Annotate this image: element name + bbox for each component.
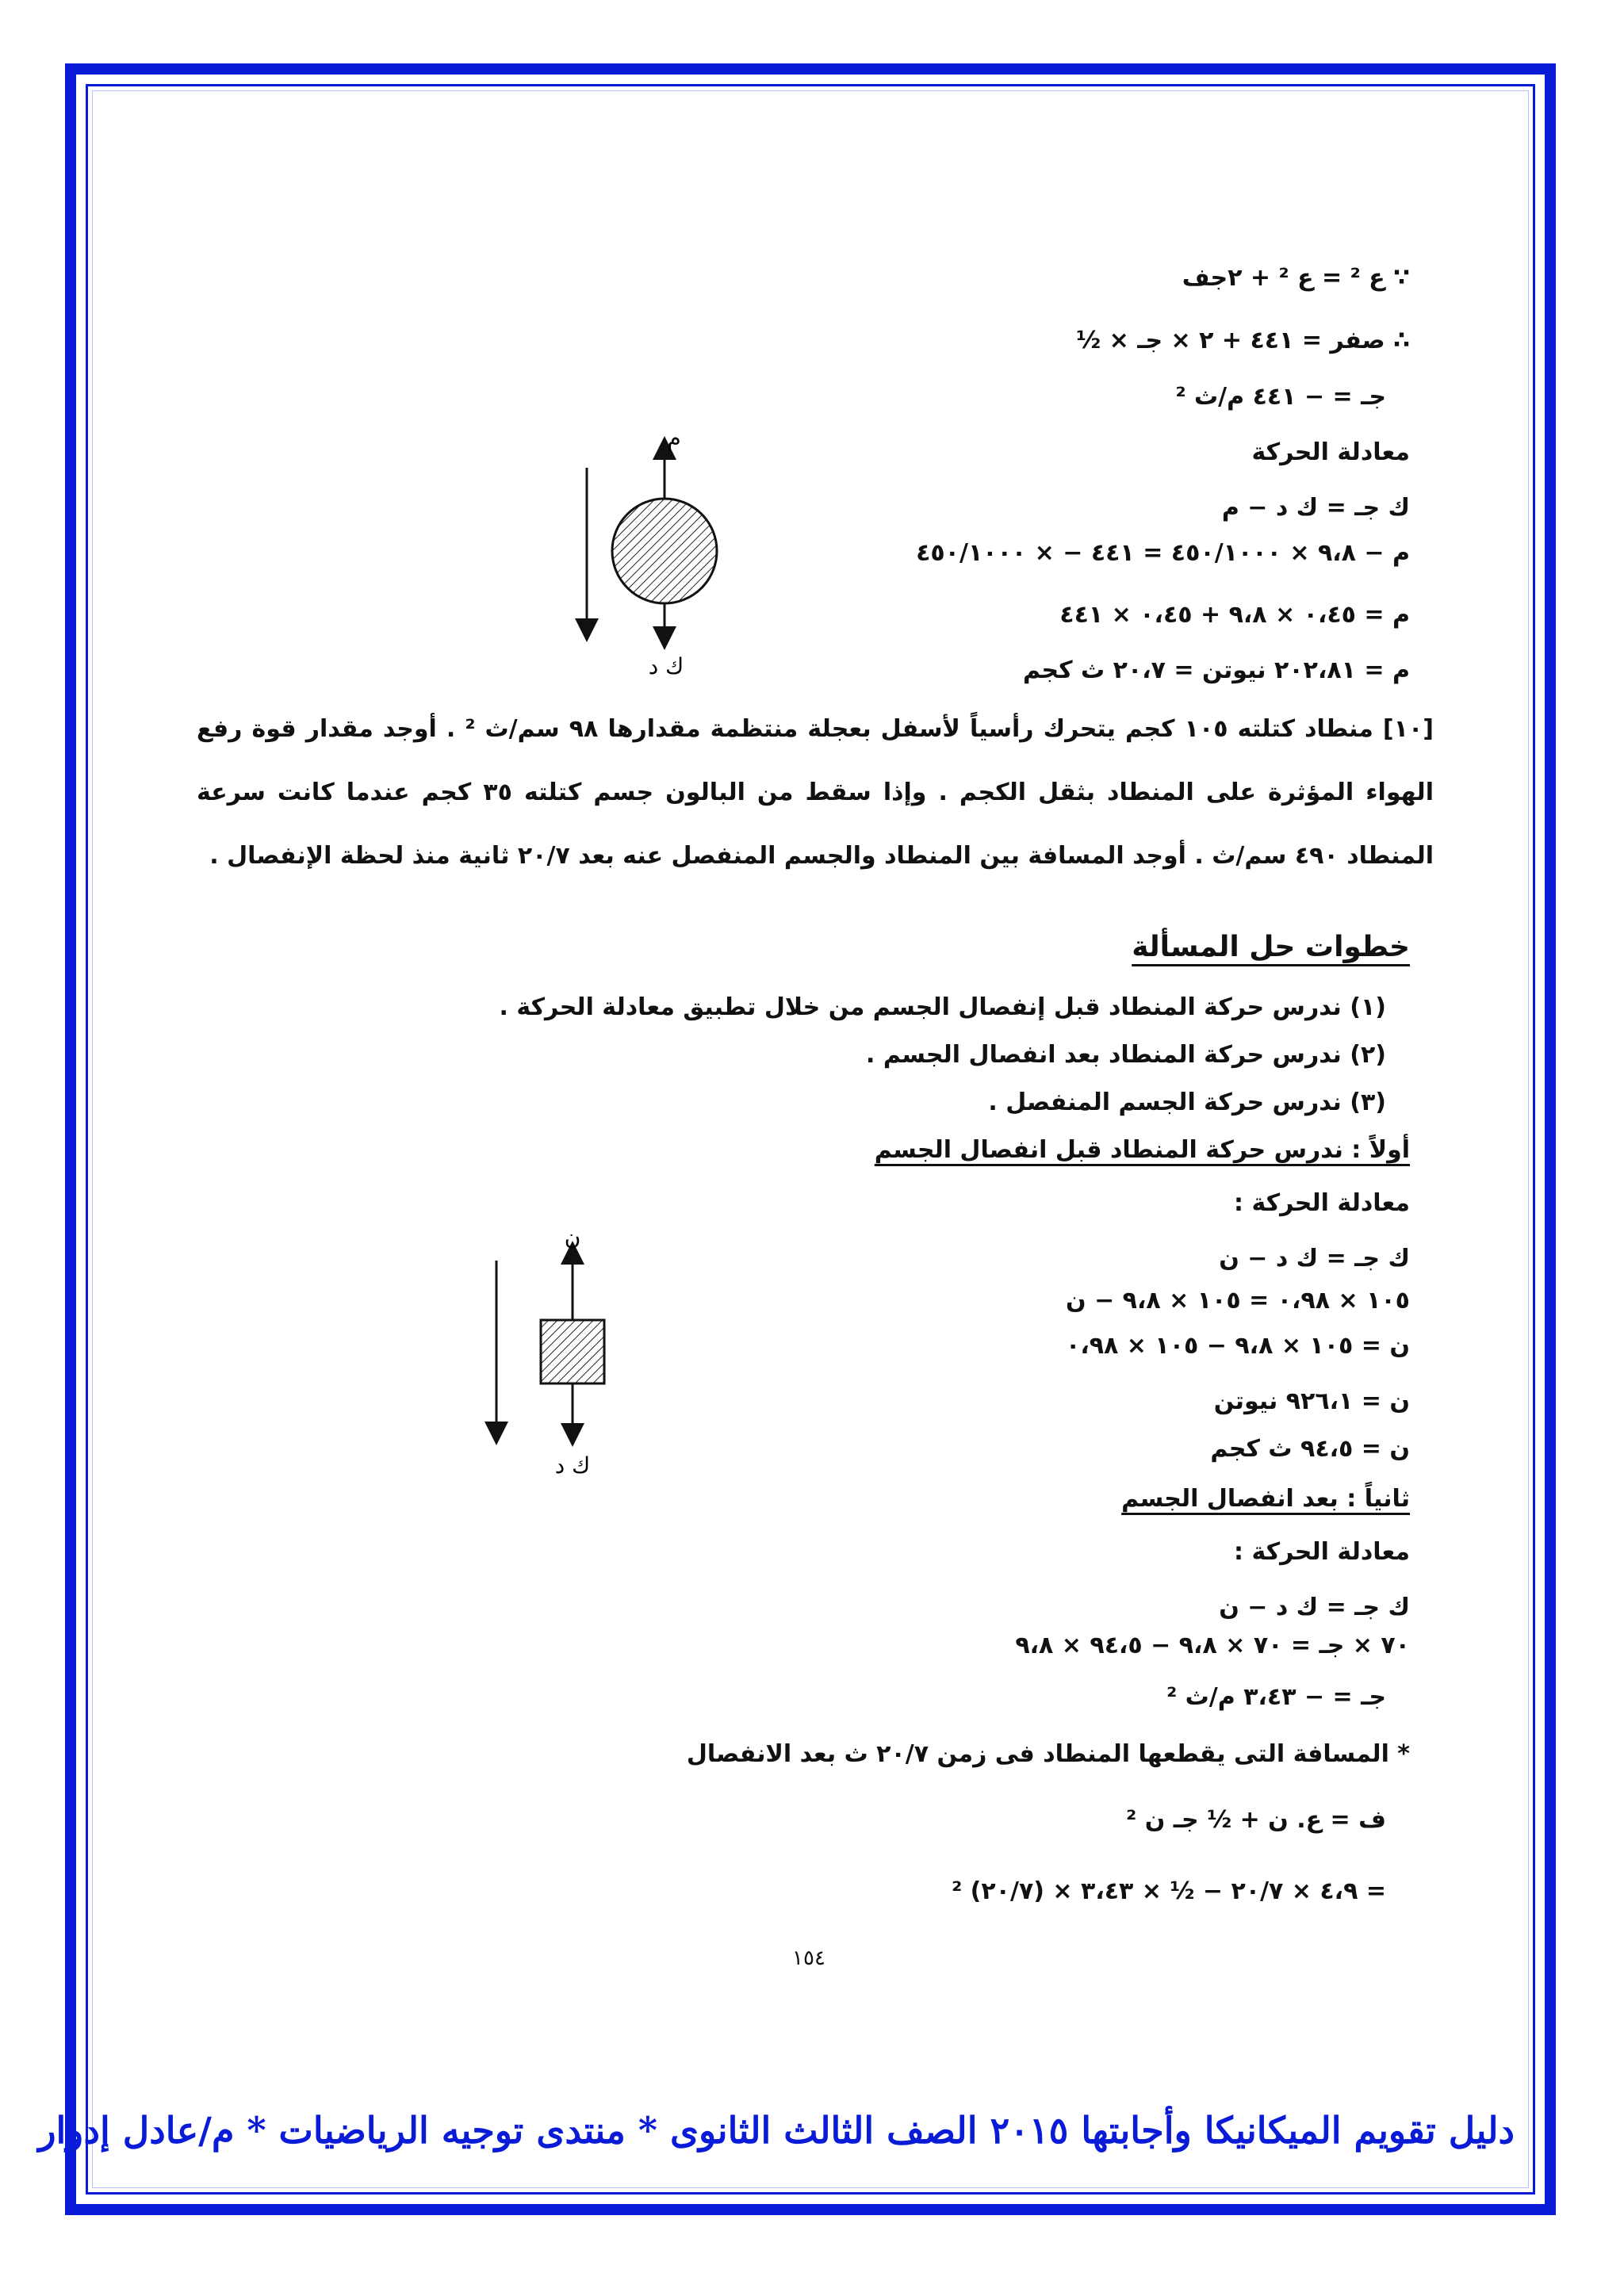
part2-equation-2: ٧٠ × جـ = ٧٠ × ٩،٨ − ٩٤،٥ × ٩،٨ bbox=[1015, 1632, 1410, 1659]
equation-line-6: م − ٩،٨ × ٤٥٠/١٠٠٠ = ٤٤١ − × ٤٥٠/١٠٠٠ bbox=[916, 539, 1410, 567]
footer-credit: دليل تقويم الميكانيكا وأجابتها ٢٠١٥ الصف الثالث الثانوى * منتدى توجيه الرياضيات * م/عادل إدوار bbox=[38, 2109, 1515, 2152]
part1-heading: أولاً : ندرس حركة المنطاد قبل انفصال الجسم bbox=[874, 1136, 1410, 1164]
part2-equation-title: معادلة الحركة : bbox=[1234, 1538, 1410, 1566]
page-number: ١٥٤ bbox=[792, 1946, 825, 1970]
equation-line-8: م = ٢٠٢،٨١ نيوتن = ٢٠،٧ ث كجم bbox=[1023, 656, 1410, 684]
step-1: (١) ندرس حركة المنطاد قبل إنفصال الجسم من خلال تطبيق معادلة الحركة . bbox=[499, 993, 1386, 1021]
part1-equation-3: ن = ١٠٥ × ٩،٨ − ١٠٥ × ٠،٩٨ bbox=[1066, 1332, 1410, 1360]
part1-equation-title: معادلة الحركة : bbox=[1234, 1189, 1410, 1217]
box-weight-label: ك د bbox=[554, 1452, 591, 1479]
part1-equation-4: ن = ٩٢٦،١ نيوتن bbox=[1213, 1387, 1410, 1415]
equation-line-7: م = ٠،٤٥ × ٩،٨ + ٠،٤٥ × ٤٤١ bbox=[1059, 601, 1410, 629]
balloon-force-diagram bbox=[555, 428, 761, 682]
box-lift-label: ن bbox=[564, 1224, 581, 1250]
part1-equation-1: ك جـ = ك د − ن bbox=[1219, 1245, 1410, 1272]
part2-equation-1: ك جـ = ك د − ن bbox=[1219, 1594, 1410, 1621]
box-force-diagram bbox=[468, 1221, 626, 1483]
part1-equation-5: ن = ٩٤،٥ ث كجم bbox=[1210, 1435, 1410, 1463]
problem-statement: [١٠] منطاد كتلته ١٠٥ كجم يتحرك رأسياً لأسفل بعجلة منتظمة مقدارها ٩٨ سم/ث ² . أوجد مقدار قوة رفع الهواء المؤثرة على المنطاد بثقل الكجم . وإذا سقط من البالون جسم كتلته ٣٥ كجم عندما كانت سرعة المنطاد ٤٩٠ سم/ث . أوجد المسافة بين المنطاد والجسم المنفصل عنه بعد ٢٠/٧ ثانية منذ لحظة الإنفصال . bbox=[197, 715, 1434, 870]
part2-equation-3: جـ = − ٣،٤٣ م/ث ² bbox=[1166, 1683, 1386, 1711]
part1-equation-2: ١٠٥ × ٠،٩٨ = ١٠٥ × ٩،٨ − ن bbox=[1066, 1287, 1410, 1314]
part2-heading: ثانياً : بعد انفصال الجسم bbox=[1121, 1485, 1410, 1513]
step-3: (٣) ندرس حركة الجسم المنفصل . bbox=[988, 1089, 1386, 1116]
equation-line-1: ∵ ع ² = ع ² + ٢جف bbox=[1182, 264, 1410, 292]
steps-heading: خطوات حل المسألة bbox=[1132, 931, 1410, 963]
equation-line-4: معادلة الحركة bbox=[1251, 438, 1410, 466]
box-body bbox=[541, 1320, 604, 1383]
part2-note: * المسافة التى يقطعها المنطاد فى زمن ٢٠/٧ ث بعد الانفصال bbox=[686, 1740, 1410, 1768]
equation-line-2: ∴ صفر = ٤٤١ + ٢ × جـ × ½ bbox=[1076, 327, 1410, 354]
part2-equation-5: = ٤،٩ × ٢٠/٧ − ½ × ٣،٤٣ × (٢٠/٧) ² bbox=[952, 1877, 1386, 1905]
equation-line-3: جـ = − ٤٤١ م/ث ² bbox=[1175, 383, 1386, 411]
equation-line-5: ك جـ = ك د − م bbox=[1221, 494, 1410, 522]
part2-equation-4: ف = ع. ن + ½ جـ ن ² bbox=[1126, 1806, 1386, 1834]
step-2: (٢) ندرس حركة المنطاد بعد انفصال الجسم . bbox=[866, 1041, 1386, 1069]
balloon-body bbox=[612, 499, 717, 603]
balloon-lift-label: م bbox=[667, 428, 681, 451]
balloon-weight-label: ك د bbox=[648, 653, 684, 679]
